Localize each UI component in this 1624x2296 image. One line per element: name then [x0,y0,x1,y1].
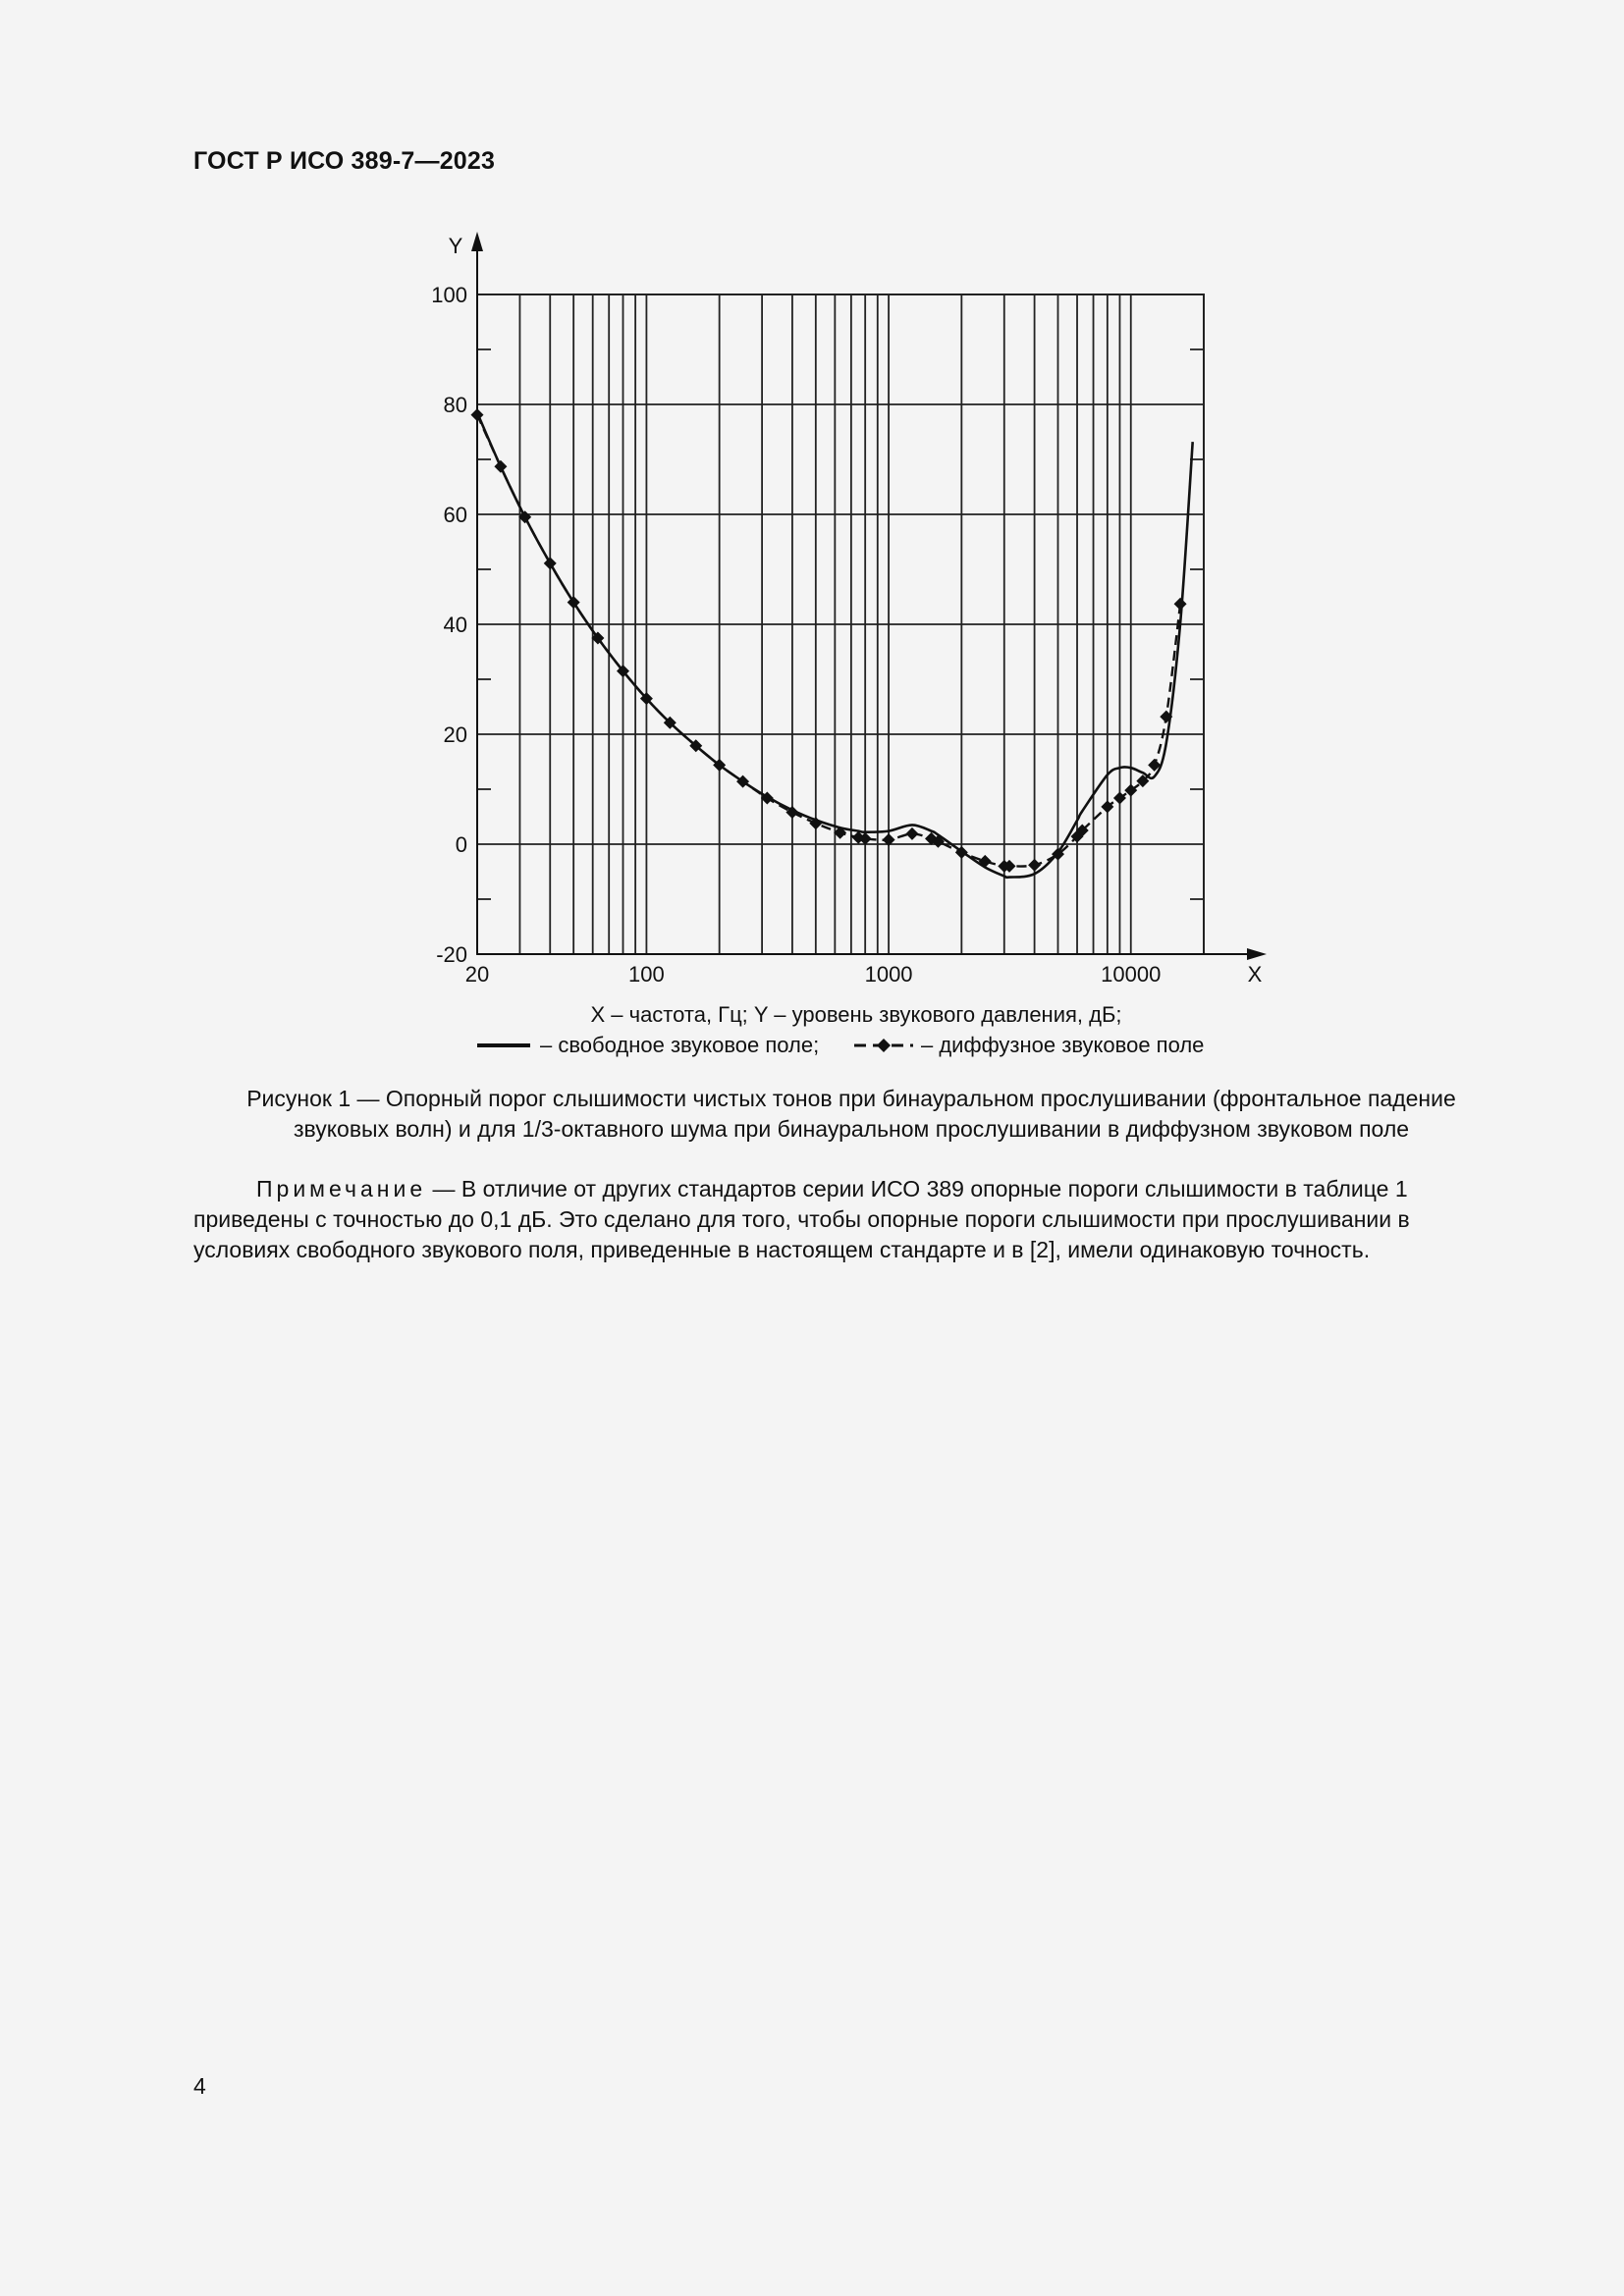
page-number: 4 [193,2073,206,2099]
series-line-diffuse-field [477,415,1180,867]
diffuse-field-point [568,596,580,609]
y-axis-arrow [471,232,483,251]
figure-caption-line-2: звуковых волн) и для 1/3-октавного шума при бинауральном прослушивании в диффузном звуковом поле [293,1116,1410,1142]
x-tick-label: 100 [628,962,665,987]
x-tick-label: 20 [464,962,490,987]
y-tick-label: 100 [431,283,467,307]
axis-description: X – частота, Гц; Y – уровень звукового давления, дБ; [590,1002,1122,1027]
note-paragraph [193,1174,1509,1265]
diffuse-field-point [471,408,484,421]
diffuse-field-point [905,828,918,840]
figure-caption-line-1: Рисунок 1 — Опорный порог слышимости чистых тонов при бинауральном прослушивании (фронтальное падение [246,1086,1456,1111]
legend-free-field-label: – свободное звуковое поле; [540,1033,820,1057]
y-tick-label: 80 [443,393,467,417]
legend-diffuse-field-label: – диффузное звуковое поле [921,1033,1205,1057]
diffuse-field-point [1174,598,1187,611]
x-tick-label: 10000 [1101,962,1162,987]
y-tick-label: 20 [443,722,467,747]
x-axis-letter: X [1247,962,1263,987]
y-tick-label: 40 [443,613,467,637]
legend-diffuse-field-marker [877,1039,891,1052]
diffuse-field-point [544,557,557,569]
x-axis-arrow [1247,948,1267,960]
y-axis-letter: Y [448,234,463,258]
document-header: ГОСТ Р ИСО 389-7—2023 [193,147,496,175]
y-tick-label: -20 [436,942,467,967]
y-tick-label: 60 [443,503,467,527]
figure-caption [193,1084,1509,1145]
note-text: — В отличие от других стандартов серии ИСО 389 опорные пороги слышимости в таблице 1 приведены с точностью до 0,1 дБ. Это сделано для того, чтобы опорные пороги слышимости при прослушивании в условиях свободного звукового поля, приведенные в настоящем стандарте и в [2], имели одинаковую точность. [193,1176,1410,1262]
y-tick-label: 0 [455,832,467,857]
note-lead: Примечание [256,1176,427,1201]
diffuse-field-point [494,460,507,473]
x-tick-label: 1000 [864,962,913,987]
diffuse-field-point [1028,859,1041,872]
threshold-chart [0,0,1624,1080]
